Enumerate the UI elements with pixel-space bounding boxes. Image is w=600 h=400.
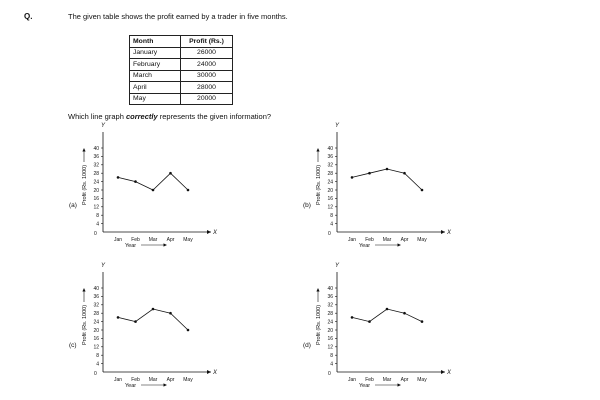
data-point bbox=[187, 329, 190, 332]
x-axis-title-arrowhead bbox=[398, 383, 402, 386]
data-point bbox=[169, 172, 172, 175]
option-label: (b) bbox=[303, 202, 311, 209]
y-tick-label: 40 bbox=[327, 285, 333, 292]
y-tick-label: 32 bbox=[327, 302, 333, 309]
y-tick-label: 36 bbox=[93, 154, 99, 161]
data-point bbox=[403, 172, 406, 175]
y-tick-label: 40 bbox=[93, 145, 99, 152]
data-point bbox=[152, 308, 155, 311]
y-tick-label: 32 bbox=[93, 302, 99, 309]
series-line bbox=[118, 309, 188, 330]
data-point bbox=[169, 312, 172, 315]
y-tick-label: 24 bbox=[93, 319, 99, 326]
series-line bbox=[352, 309, 422, 322]
data-point bbox=[117, 176, 120, 179]
x-tick-label: May bbox=[183, 237, 193, 243]
x-axis-title-arrowhead bbox=[398, 243, 402, 246]
y-axis-title-arrowhead bbox=[82, 148, 85, 152]
y-tick-label: 16 bbox=[93, 336, 99, 343]
chart-option-d bbox=[303, 263, 452, 389]
x-axis-letter: X bbox=[447, 230, 452, 236]
x-axis-arrow bbox=[441, 370, 445, 374]
y-tick-label: 4 bbox=[96, 221, 99, 228]
x-axis-title: Year bbox=[125, 383, 137, 389]
y-tick-label: 28 bbox=[327, 311, 333, 317]
table-cell-month: February bbox=[130, 59, 181, 71]
x-tick-label: Apr bbox=[400, 237, 409, 243]
data-point bbox=[351, 316, 354, 319]
x-tick-label: Feb bbox=[365, 377, 374, 383]
y-axis-title-arrowhead bbox=[316, 288, 319, 292]
origin-label: 0 bbox=[328, 231, 331, 237]
x-tick-label: Feb bbox=[131, 237, 140, 243]
option-label: (d) bbox=[303, 342, 311, 349]
data-point bbox=[368, 320, 371, 323]
data-point bbox=[187, 189, 190, 192]
table-cell-profit: 20000 bbox=[181, 93, 233, 105]
x-axis-title: Year bbox=[359, 243, 371, 249]
x-axis-letter: X bbox=[213, 230, 218, 236]
y-tick-label: 24 bbox=[327, 179, 333, 186]
y-axis-title: Profit (Rs. 1000) bbox=[82, 164, 88, 206]
y-tick-label: 24 bbox=[93, 179, 99, 186]
origin-label: 0 bbox=[328, 371, 331, 377]
prompt-end: represents the given information? bbox=[157, 112, 272, 121]
y-axis-title: Profit (Rs. 1000) bbox=[316, 164, 322, 206]
table-cell-profit: 30000 bbox=[181, 70, 233, 82]
x-tick-label: Apr bbox=[166, 377, 175, 383]
data-point bbox=[386, 168, 389, 171]
x-axis-arrow bbox=[441, 230, 445, 234]
table-cell-month: March bbox=[130, 70, 181, 82]
x-tick-label: Feb bbox=[131, 377, 140, 383]
y-tick-label: 8 bbox=[96, 353, 99, 359]
y-tick-label: 32 bbox=[327, 162, 333, 169]
table-cell-profit: 28000 bbox=[181, 82, 233, 94]
y-axis-title: Profit (Rs. 1000) bbox=[82, 304, 88, 346]
y-tick-label: 24 bbox=[327, 319, 333, 326]
y-tick-label: 28 bbox=[93, 311, 99, 317]
question-text: The given table shows the profit earned by a trader in five months. bbox=[68, 12, 288, 21]
y-axis-letter: Y bbox=[101, 123, 106, 129]
y-tick-label: 20 bbox=[327, 187, 333, 194]
y-tick-label: 28 bbox=[93, 171, 99, 177]
x-axis-title: Year bbox=[125, 243, 137, 249]
y-tick-label: 4 bbox=[330, 221, 333, 228]
y-tick-label: 12 bbox=[93, 344, 99, 351]
data-point bbox=[403, 312, 406, 315]
y-tick-label: 16 bbox=[93, 196, 99, 203]
y-tick-label: 40 bbox=[93, 285, 99, 292]
series-line bbox=[352, 169, 422, 190]
table-header-profit: Profit (Rs.) bbox=[181, 36, 233, 48]
x-tick-label: Jan bbox=[347, 237, 357, 243]
chart-option-b bbox=[303, 123, 452, 249]
y-tick-label: 12 bbox=[327, 344, 333, 351]
data-point bbox=[152, 189, 155, 192]
y-tick-label: 4 bbox=[96, 361, 99, 368]
x-tick-label: Jan bbox=[113, 377, 123, 383]
chart-option-a bbox=[69, 123, 218, 249]
prompt-emphasis: correctly bbox=[125, 112, 158, 121]
y-tick-label: 36 bbox=[327, 294, 333, 301]
y-tick-label: 40 bbox=[327, 145, 333, 152]
data-point bbox=[117, 316, 120, 319]
x-tick-label: Jan bbox=[113, 237, 123, 243]
table-cell-month: May bbox=[130, 93, 181, 105]
data-point bbox=[351, 176, 354, 179]
x-axis-arrow bbox=[207, 370, 211, 374]
y-tick-label: 8 bbox=[96, 213, 99, 219]
x-tick-label: Feb bbox=[365, 237, 374, 243]
x-tick-label: Jan bbox=[347, 377, 357, 383]
y-axis-title: Profit (Rs. 1000) bbox=[316, 304, 322, 346]
option-label: (a) bbox=[69, 202, 77, 209]
y-tick-label: 32 bbox=[93, 162, 99, 169]
x-tick-label: Mar bbox=[148, 237, 158, 243]
table-cell-profit: 24000 bbox=[181, 59, 233, 71]
y-axis-title-arrowhead bbox=[82, 288, 85, 292]
prompt-start: Which line graph bbox=[68, 112, 126, 121]
y-tick-label: 20 bbox=[93, 327, 99, 334]
data-point bbox=[421, 189, 424, 192]
x-axis-letter: X bbox=[213, 370, 218, 376]
x-axis-title-arrowhead bbox=[164, 243, 168, 246]
question-label: Q. bbox=[24, 12, 33, 21]
y-tick-label: 36 bbox=[93, 294, 99, 301]
x-tick-label: Apr bbox=[400, 377, 409, 383]
y-axis-letter: Y bbox=[335, 263, 340, 269]
y-tick-label: 8 bbox=[330, 213, 333, 219]
x-tick-label: Mar bbox=[382, 237, 392, 243]
data-point bbox=[386, 308, 389, 311]
chart-option-c bbox=[69, 263, 218, 389]
x-tick-label: Mar bbox=[148, 377, 158, 383]
table-cell-month: January bbox=[130, 47, 181, 59]
data-point bbox=[368, 172, 371, 175]
table-cell-profit: 26000 bbox=[181, 47, 233, 59]
y-tick-label: 28 bbox=[327, 171, 333, 177]
x-axis-title-arrowhead bbox=[164, 383, 168, 386]
x-tick-label: Apr bbox=[166, 237, 175, 243]
x-axis-title: Year bbox=[359, 383, 371, 389]
y-tick-label: 16 bbox=[327, 196, 333, 203]
origin-label: 0 bbox=[94, 371, 97, 377]
y-axis-letter: Y bbox=[335, 123, 340, 129]
x-tick-label: May bbox=[417, 377, 427, 383]
x-tick-label: May bbox=[417, 237, 427, 243]
y-tick-label: 4 bbox=[330, 361, 333, 368]
x-tick-label: Mar bbox=[382, 377, 392, 383]
x-axis-letter: X bbox=[447, 370, 452, 376]
y-tick-label: 12 bbox=[93, 204, 99, 211]
y-tick-label: 36 bbox=[327, 154, 333, 161]
y-tick-label: 20 bbox=[93, 187, 99, 194]
x-axis-arrow bbox=[207, 230, 211, 234]
data-point bbox=[421, 320, 424, 323]
x-tick-label: May bbox=[183, 377, 193, 383]
y-axis-title-arrowhead bbox=[316, 148, 319, 152]
y-tick-label: 20 bbox=[327, 327, 333, 334]
y-tick-label: 12 bbox=[327, 204, 333, 211]
data-point bbox=[134, 180, 137, 183]
y-tick-label: 16 bbox=[327, 336, 333, 343]
y-axis-letter: Y bbox=[101, 263, 106, 269]
y-tick-label: 8 bbox=[330, 353, 333, 359]
table-cell-month: April bbox=[130, 82, 181, 94]
origin-label: 0 bbox=[94, 231, 97, 237]
table-header-month: Month bbox=[130, 36, 181, 48]
data-point bbox=[134, 320, 137, 323]
option-label: (c) bbox=[69, 342, 77, 349]
series-line bbox=[118, 173, 188, 190]
